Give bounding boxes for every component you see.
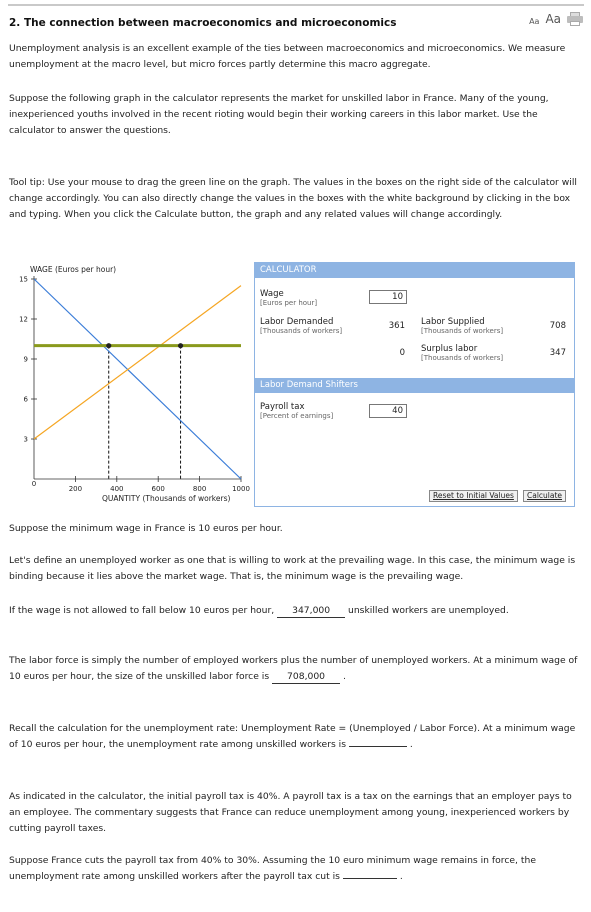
x-tick-label: 200 [68, 485, 83, 493]
q4-text-after: . [399, 871, 403, 882]
header-divider [8, 4, 584, 6]
calculate-button[interactable]: Calculate [523, 490, 566, 502]
y-tick-label: 9 [23, 355, 28, 364]
q1-text-after: unskilled workers are unemployed. [348, 605, 509, 616]
intro-paragraph: Unemployment analysis is an excellent example of the ties between macroeconomics and microeconomics. We measure unemployment at the macro level, but micro forces partly determine this macro aggregate. [9, 43, 566, 70]
q3-text-after: . [409, 739, 413, 750]
x-tick-label: 800 [192, 485, 207, 493]
surplus-zero-value: 0 [399, 348, 405, 358]
wage-input[interactable]: 10 [369, 290, 407, 304]
min-wage-paragraph: Suppose the minimum wage in France is 10 euros per hour. [9, 523, 283, 534]
x-tick-label: 600 [151, 485, 165, 493]
y-tick-label: 6 [23, 395, 28, 404]
q1-text-before: If the wage is not allowed to fall below 10 euros per hour, [9, 605, 275, 616]
surplus-labor-unit: [Thousands of workers] [421, 354, 504, 362]
y-tick-label: 12 [19, 315, 28, 324]
surplus-labor-label: Surplus labor [421, 344, 478, 354]
font-size-small-button[interactable]: Aa [529, 17, 540, 26]
printer-icon[interactable] [567, 12, 583, 26]
wage-unit: [Euros per hour] [260, 299, 318, 307]
origin-label: 0 [31, 480, 37, 488]
q2-answer-field[interactable]: 708,000 [272, 670, 340, 684]
surplus-labor-value: 347 [549, 348, 566, 358]
payroll-tax-unit: [Percent of earnings] [260, 412, 334, 420]
labor-demanded-value: 361 [388, 321, 405, 331]
question-title: 2. The connection between macroeconomics and microeconomics [9, 17, 397, 29]
reset-button[interactable]: Reset to Initial Values [429, 490, 518, 502]
suppose-graph-paragraph: Suppose the following graph in the calculator represents the market for unskilled labor in France. Many of the young, inexperienced youths involved in the recent rioting would begin their working careers in this labor market. Use the calculator to answer the questions. [9, 93, 549, 136]
x-tick-label: 400 [110, 485, 124, 493]
calculator-panel [254, 262, 575, 507]
x-tick-label: 1000 [232, 485, 250, 493]
x-axis-label: QUANTITY (Thousands of workers) [102, 494, 231, 503]
q3-answer-field[interactable] [349, 746, 407, 747]
labor-supplied-unit: [Thousands of workers] [421, 327, 504, 335]
q2-text-before: The labor force is simply the number of employed workers plus the number of unemployed workers. At a minimum wage of 10 euros per hour, the size of the unskilled labor force is [9, 655, 578, 682]
q1-answer-field[interactable]: 347,000 [277, 604, 345, 618]
tooltip-paragraph: Tool tip: Use your mouse to drag the green line on the graph. The values in the boxes on the right side of the calculator will change accordingly. You can also directly change the values in the boxes with the white background by clicking in the box and typing. When you click the Calculate button, the graph and any related values will change accordingly. [9, 177, 577, 220]
font-size-large-button[interactable]: Aa [545, 12, 561, 26]
y-axis-label: WAGE (Euros per hour) [30, 265, 117, 274]
font-tools [529, 12, 583, 26]
wage-label: Wage [260, 289, 284, 299]
y-tick-label: 3 [23, 435, 28, 444]
labor-supplied-value: 708 [549, 321, 566, 331]
intersection-point [106, 343, 111, 348]
labor-supplied-label: Labor Supplied [421, 317, 485, 327]
question-labor-force [9, 653, 583, 685]
payroll-tax-input[interactable]: 40 [369, 404, 407, 418]
q4-text-before: Suppose France cuts the payroll tax from 40% to 30%. Assuming the 10 euro minimum wage remains in force, the unemployment rate among unskilled workers after the payroll tax cut is [9, 855, 536, 882]
payroll-tax-label: Payroll tax [260, 402, 305, 412]
labor-demanded-label: Labor Demanded [260, 317, 334, 327]
y-tick-label: 15 [19, 275, 28, 284]
question-rate-after-tax-cut [9, 853, 583, 885]
q2-text-after: . [342, 671, 346, 682]
q4-answer-field[interactable] [343, 878, 397, 879]
question-unemployed-count [9, 603, 583, 619]
intersection-point [178, 343, 183, 348]
labor-market-chart[interactable] [8, 259, 250, 509]
payroll-intro-paragraph: As indicated in the calculator, the initial payroll tax is 40%. A payroll tax is a tax on the earnings that an employer pays to an employee. The commentary suggests that France can reduce unemployment among young, inexperienced workers by cutting payroll taxes. [9, 791, 572, 834]
labor-demand-shifters-title: Labor Demand Shifters [255, 378, 574, 393]
calculator-title: CALCULATOR [255, 263, 574, 278]
labor-demanded-unit: [Thousands of workers] [260, 327, 343, 335]
question-unemployment-rate [9, 721, 583, 753]
define-unemployed-paragraph: Let's define an unemployed worker as one that is willing to work at the prevailing wage. In this case, the minimum wage is binding because it lies above the market wage. That is, the minimum wage is the prevailing wage. [9, 555, 576, 582]
q3-text-before: Recall the calculation for the unemployment rate: Unemployment Rate = (Unemployed / Labor Force). At a minimum wage of 10 euros per hour, the unemployment rate among unskilled workers is [9, 723, 576, 750]
